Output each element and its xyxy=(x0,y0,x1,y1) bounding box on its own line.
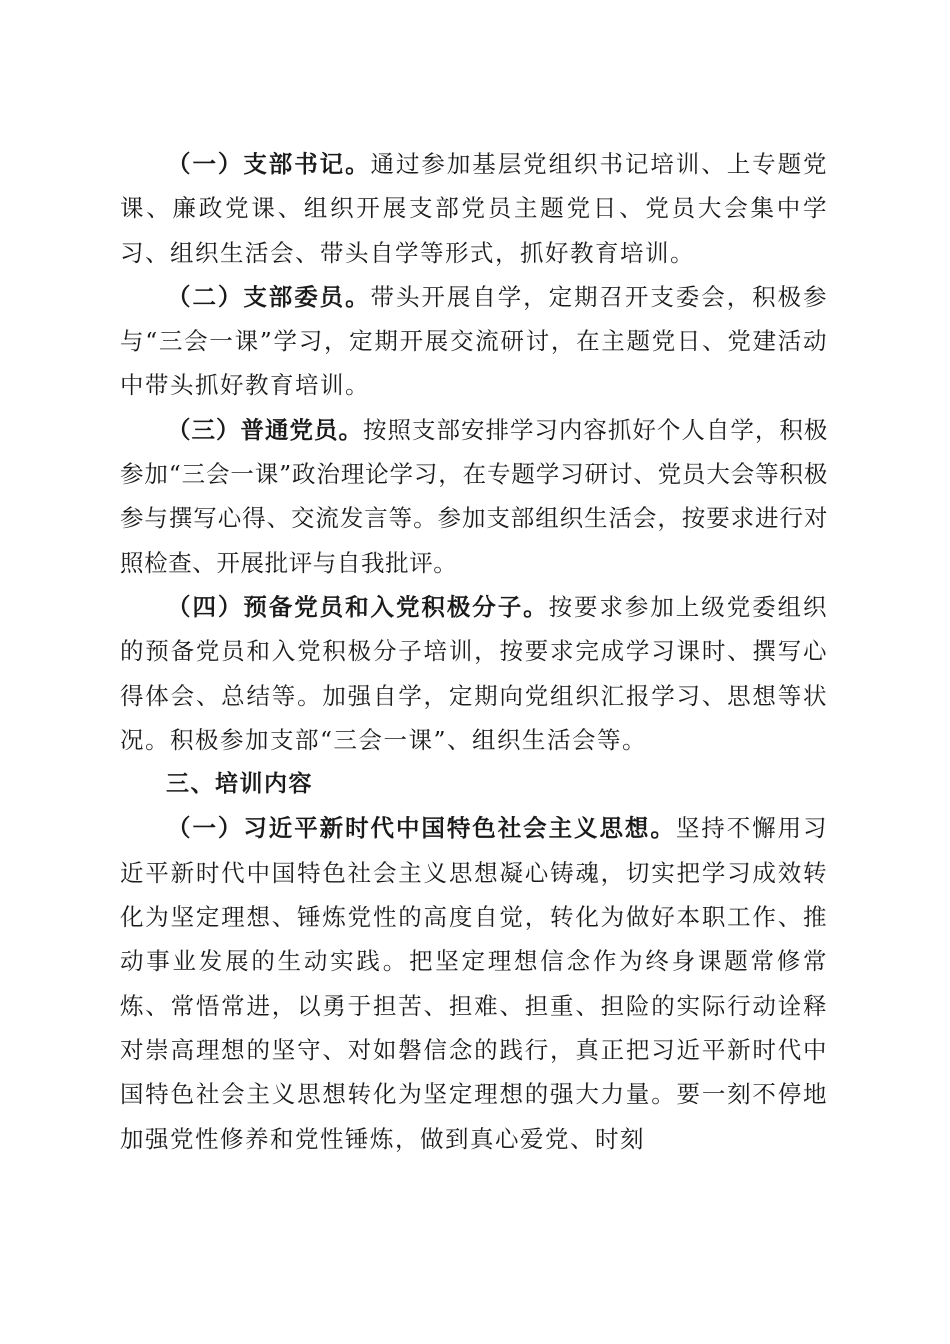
section-heading: 三、培训内容 xyxy=(166,771,313,798)
paragraph-branch-secretary xyxy=(120,142,828,275)
paragraph-lead: （三）普通党员。 xyxy=(167,415,363,444)
paragraph-branch-committee xyxy=(120,275,828,408)
paragraph-text: 通过参加基层党组织书记培训、上专题党课、廉政党课、组织开展支部党员主题党日、党员大会集中学习、组织生活会、带头自学等形式，抓好教育培训。 xyxy=(120,150,829,267)
paragraph-text: 按照支部安排学习内容抓好个人自学，积极参加“三会一课”政治理论学习，在专题学习研讨、党员大会等积极参与撰写心得、交流发言等。参加支部组织生活会，按要求进行对照检查、开展批评与自我批评。 xyxy=(120,415,828,577)
paragraph-lead: （一）习近平新时代中国特色社会主义思想。 xyxy=(167,814,676,843)
paragraph-text: 按要求参加上级党委组织的预备党员和入党积极分子培训，按要求完成学习课时、撰写心得体会、总结等。加强自学，定期向党组织汇报学习、思想等状况。积极参加支部“三会一课”、组织生活会等。 xyxy=(120,592,829,754)
paragraph-lead: （一）支部书记。 xyxy=(167,150,371,178)
paragraph-lead: （四）预备党员和入党积极分子。 xyxy=(167,592,549,621)
paragraph-regular-members xyxy=(120,408,828,585)
document-body xyxy=(120,142,828,1161)
paragraph-probationary-members xyxy=(120,585,828,762)
paragraph-xi-thought xyxy=(120,806,828,1160)
paragraph-lead: （二）支部委员。 xyxy=(167,282,371,311)
paragraph-text: 坚持不懈用习近平新时代中国特色社会主义思想凝心铸魂，切实把学习成效转化为坚定理想、锤炼党性的高度自觉，转化为做好本职工作、推动事业发展的生动实践。把坚定理想信念作为终身课题常修常炼、常悟常进，以勇于担苦、担难、担重、担险的实际行动诠释对崇高理想的坚守、对如磐信念的践行，真正把习近平新时代中国特色社会主义思想转化为坚定理想的强大力量。要一刻不停地加强党性修养和党性锤炼，做到真心爱党、时刻 xyxy=(120,814,829,1153)
paragraph-text: 带头开展自学，定期召开支委会，积极参与“三会一课”学习，定期开展交流研讨，在主题党日、党建活动中带头抓好教育培训。 xyxy=(120,282,829,400)
